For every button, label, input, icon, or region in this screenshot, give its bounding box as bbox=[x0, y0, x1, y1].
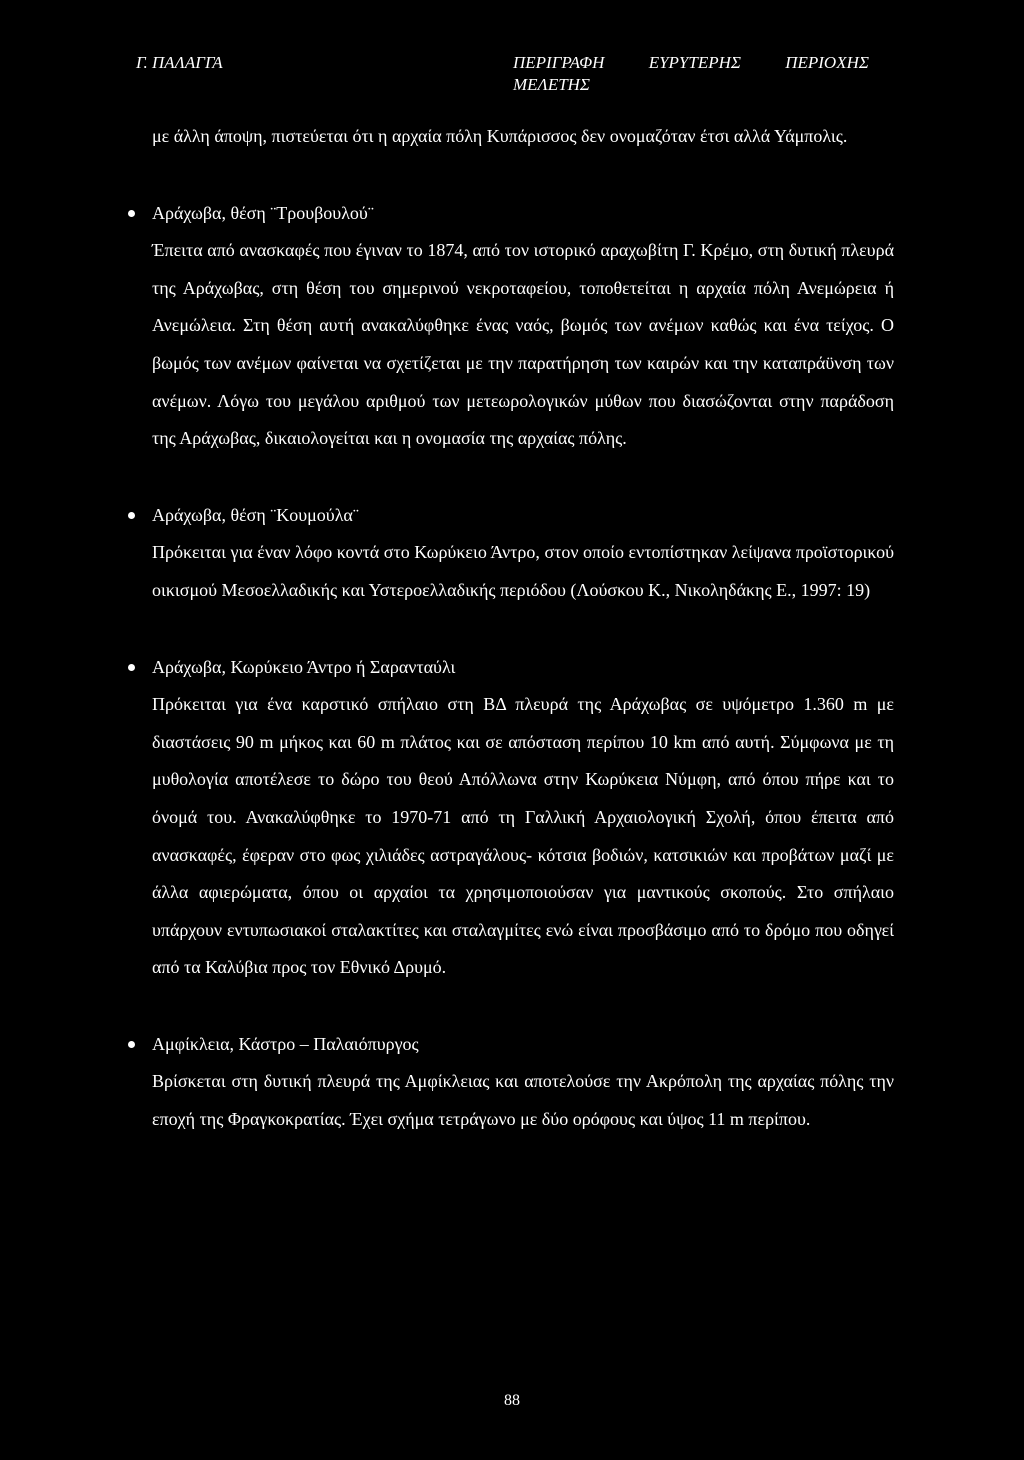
section-korykeio-antro bbox=[152, 649, 894, 987]
section-title: Αμφίκλεια, Κάστρο – Παλαιόπυργος bbox=[152, 1033, 419, 1054]
section-title: Αράχωβα, θέση ¨Κουμούλα¨ bbox=[152, 504, 359, 525]
header-title: ΠΕΡΙΓΡΑΦΗ ΕΥΡΥΤΕΡΗΣ ΠΕΡΙΟΧΗΣ ΜΕΛΕΤΗΣ bbox=[513, 53, 869, 94]
bullet-icon bbox=[128, 664, 135, 671]
section-trouvoulou bbox=[152, 195, 894, 458]
section-heading bbox=[152, 1026, 894, 1064]
section-heading bbox=[152, 195, 894, 233]
section-title: Αράχωβα, θέση ¨Τρουβουλού¨ bbox=[152, 202, 374, 223]
document-body bbox=[152, 118, 894, 1139]
bullet-icon bbox=[128, 210, 135, 217]
section-heading bbox=[152, 497, 894, 535]
page-number: 88 bbox=[504, 1392, 520, 1409]
bullet-icon bbox=[128, 512, 135, 519]
section-title: Αράχωβα, Κωρύκειο Άντρο ή Σαρανταύλι bbox=[152, 656, 456, 677]
intro-paragraph: με άλλη άποψη, πιστεύεται ότι η αρχαία πόλη Κυπάρισσος δεν ονομαζόταν έτσι αλλά Υάμπολις. bbox=[152, 126, 848, 146]
section-paragraph: Πρόκειται για ένα καρστικό σπήλαιο στη ΒΔ πλευρά της Αράχωβας σε υψόμετρο 1.360 m με διαστάσεις 90 m μήκος και 60 m πλάτος και σε απόσταση περίπου 10 km από αυτή. Σύμφωνα με τη μυθολογία αποτέλεσε το δώρο του θεού Απόλλωνα στην Κωρύκεια Νύμφη, από όπου πήρε και το όνομά του. Ανακαλύφθηκε το 1970-71 από τη Γαλλική Αρχαιολογική Σχολή, όπου έπειτα από ανασκαφές, έφεραν στο φως χιλιάδες αστραγάλους- κότσια βοδιών, κατσικιών και προβάτων μαζί με άλλα αφιερώματα, όπου οι αρχαίοι τα χρησιμοποιούσαν για μαντικούς σκοπούς. Στο σπήλαιο υπάρχουν εντυπωσιακοί σταλακτίτες και σταλαγμίτες ενώ είναι προσβάσιμο από το δρόμο που οδηγεί από τα Καλύβια προς τον Εθνικό Δρυμό. bbox=[152, 694, 894, 978]
section-koumoula bbox=[152, 497, 894, 610]
section-paragraph: Βρίσκεται στη δυτική πλευρά της Αμφίκλειας και αποτελούσε την Ακρόπολη της αρχαίας πόλης την εποχή της Φραγκοκρατίας. Έχει σχήμα τετράγωνο με δύο ορόφους και ύψος 11 m περίπου. bbox=[152, 1071, 894, 1130]
bullet-icon bbox=[128, 1041, 135, 1048]
section-paragraph: Έπειτα από ανασκαφές που έγιναν το 1874, από τον ιστορικό αραχωβίτη Γ. Κρέμο, στη δυτική πλευρά της Αράχωβας, στη θέση του σημερινού νεκροταφείου, τοποθετείται η αρχαία πόλη Ανεμώρεια ή Ανεμώλεια. Στη θέση αυτή ανακαλύφθηκε ένας ναός, βωμός των ανέμων καθώς και ένα τείχος. Ο βωμός των ανέμων φαίνεται να σχετίζεται με την παρατήρηση των καιρών και την καταπράϋνση των ανέμων. Λόγω του μεγάλου αριθμού των μετεωρολογικών μύθων που διασώζονται στην παράδοση της Αράχωβας, δικαιολογείται και η ονομασία της αρχαίας πόλης. bbox=[152, 240, 894, 449]
section-paragraph: Πρόκειται για έναν λόφο κοντά στο Κωρύκειο Άντρο, στον οποίο εντοπίστηκαν λείψανα προϊστορικού οικισμού Μεσοελλαδικής και Υστεροελλαδικής περιόδου (Λούσκου Κ., Νικοληδάκης Ε., 1997: 19) bbox=[152, 542, 894, 600]
section-heading bbox=[152, 649, 894, 687]
section-amfikleia-kastro bbox=[152, 1026, 894, 1139]
header-author: Γ. ΠΑΛΑΓΓΑ bbox=[136, 53, 223, 72]
